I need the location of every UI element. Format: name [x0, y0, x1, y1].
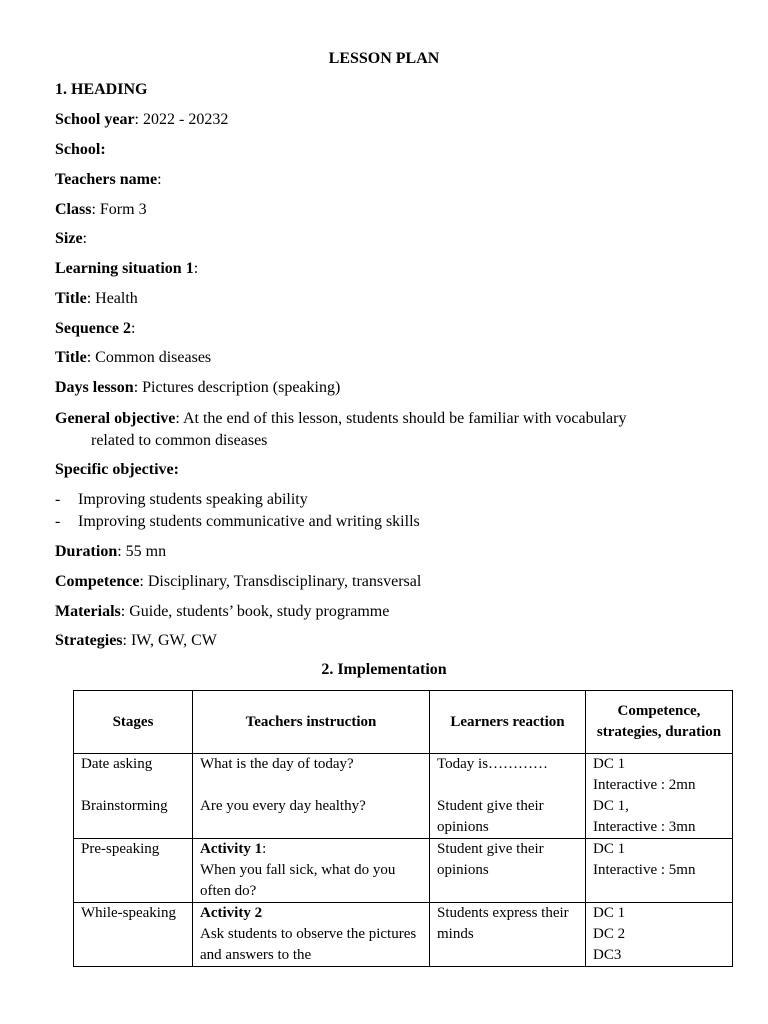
competence-field: Competence: Disciplinary, Transdisciplinary, transversal: [55, 573, 422, 590]
document-title: LESSON PLAN: [328, 50, 440, 67]
instruction-cell: Activity 2 Ask students to observe the pictures and answers to the: [193, 903, 430, 967]
objective-bullet: - Improving students speaking ability: [55, 491, 308, 508]
stage-cell: Pre-speaking: [74, 839, 193, 903]
table-row: [74, 839, 733, 903]
header-learners-reaction: Learners reaction: [430, 691, 586, 754]
materials-field: Materials: Guide, students’ book, study programme: [55, 603, 390, 620]
class-field: Class: Form 3: [55, 201, 147, 218]
reaction-cell: Student give their opinions: [430, 839, 586, 903]
competence-cell: DC 1 DC 2 DC3: [586, 903, 733, 967]
duration-field: Duration: 55 mn: [55, 543, 167, 560]
general-objective-field: General objective: At the end of this lesson, students should be familiar with vocabulary related to common diseases: [55, 408, 715, 452]
general-objective-continuation: related to common diseases: [91, 432, 268, 449]
section-heading: 1. HEADING: [55, 81, 148, 98]
table-row: [74, 754, 733, 839]
teachers-name-field: Teachers name:: [55, 171, 162, 188]
competence-cell: DC 1 Interactive : 2mn DC 1, Interactive : 3mn: [586, 754, 733, 839]
implementation-heading: 2. Implementation: [321, 661, 447, 678]
sequence-field: Sequence 2:: [55, 320, 136, 337]
reaction-cell: Today is………… Student give their opinions: [430, 754, 586, 839]
objective-bullet: - Improving students communicative and writing skills: [55, 513, 420, 530]
school-field: School:: [55, 141, 106, 158]
school-year-field: School year: 2022 - 20232: [55, 111, 229, 128]
instruction-cell: Activity 1: When you fall sick, what do you often do?: [193, 839, 430, 903]
size-field: Size:: [55, 230, 87, 247]
stage-cell: Date asking Brainstorming: [74, 754, 193, 839]
stage-cell: While-speaking: [74, 903, 193, 967]
implementation-table: [73, 690, 733, 967]
title-diseases-field: Title: Common diseases: [55, 349, 212, 366]
header-teachers-instruction: Teachers instruction: [193, 691, 430, 754]
strategies-field: Strategies: IW, GW, CW: [55, 632, 217, 649]
header-stages: Stages: [74, 691, 193, 754]
days-lesson-field: Days lesson: Pictures description (speaking): [55, 379, 341, 396]
header-competence: Competence, strategies, duration: [586, 691, 733, 754]
instruction-cell: What is the day of today? Are you every day healthy?: [193, 754, 430, 839]
learning-situation-field: Learning situation 1:: [55, 260, 199, 277]
table-row: [74, 903, 733, 967]
competence-cell: DC 1 Interactive : 5mn: [586, 839, 733, 903]
table-header-row: [74, 691, 733, 754]
title-health-field: Title: Health: [55, 290, 138, 307]
reaction-cell: Students express their minds: [430, 903, 586, 967]
specific-objective-label: Specific objective:: [55, 461, 179, 478]
